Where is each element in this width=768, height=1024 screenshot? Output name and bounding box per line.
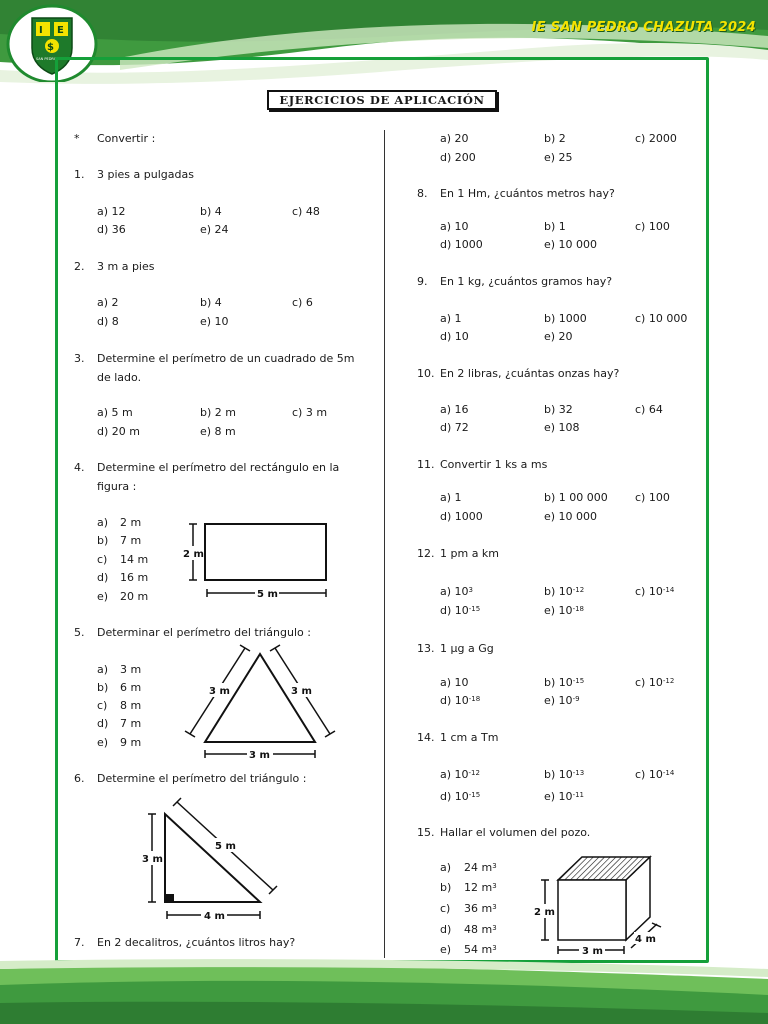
q4-letter-b: b) — [97, 534, 109, 547]
triangle-right-label: 3 m — [291, 686, 312, 697]
q14-text: 1 cm a Tm — [440, 731, 499, 744]
q14-option-b: b) $10^{-13}$ — [544, 768, 585, 781]
q2-number: 2. — [74, 260, 85, 273]
q7-option-e: e) 25 — [544, 151, 573, 164]
q1-option-b: b) 4 — [200, 205, 222, 218]
svg-text:$: $ — [47, 42, 54, 53]
q13-option-a: a) 10 — [440, 676, 469, 689]
q4-value-d: 16 m — [120, 571, 149, 584]
q7-option-c: c) 2000 — [635, 132, 677, 145]
triangle-left-label: 3 m — [209, 686, 230, 697]
q4-number: 4. — [74, 461, 85, 474]
q3-option-b: b) 2 m — [200, 406, 236, 419]
q7-option-b: b) 2 — [544, 132, 566, 145]
q12-number: 12. — [417, 547, 435, 560]
q2-option-b: b) 4 — [200, 296, 222, 309]
q2-option-a: a) 2 — [97, 296, 119, 309]
q8-option-d: d) 1000 — [440, 238, 483, 251]
q1-option-c: c) 48 — [292, 205, 320, 218]
q13-text: 1 µg a Gg — [440, 642, 494, 655]
q14-option-e: e) $10^{-11}$ — [544, 790, 584, 803]
q10-option-e: e) 108 — [544, 421, 580, 434]
q13-option-e: e) $10^{-9}$ — [544, 694, 580, 707]
q4-value-a: 2 m — [120, 516, 142, 529]
q5-text: Determinar el perímetro del triángulo : — [97, 626, 311, 639]
q5-letter-b: b) — [97, 681, 109, 694]
q1-option-d: d) 36 — [97, 223, 126, 236]
q2-option-e: e) 10 — [200, 315, 229, 328]
q5-number: 5. — [74, 626, 85, 639]
cube-height-label: 2 m — [534, 907, 555, 918]
triangle-base-label: 3 m — [249, 750, 270, 761]
q8-option-c: c) 100 — [635, 220, 670, 233]
q13-option-d: d) $10^{-18}$ — [440, 694, 481, 707]
q1-text: 3 pies a pulgadas — [97, 168, 194, 181]
q4-value-b: 7 m — [120, 534, 142, 547]
q11-option-c: c) 100 — [635, 491, 670, 504]
q2-option-c: c) 6 — [292, 296, 313, 309]
q8-option-b: b) 1 — [544, 220, 566, 233]
q7-number: 7. — [74, 936, 85, 949]
q4-value-c: 14 m — [120, 553, 149, 566]
cube-depth-label: 4 m — [635, 934, 656, 945]
q9-text: En 1 kg, ¿cuántos gramos hay? — [440, 275, 613, 288]
q5-letter-a: a) — [97, 663, 109, 676]
q5-value-e: 9 m — [120, 736, 142, 749]
page-title: EJERCICIOS DE APLICACIÓN — [267, 90, 497, 110]
q15-value-a: 24 $m^3$ — [464, 861, 497, 874]
logo-small-text: SAN PEDRO CHAZUTA — [36, 57, 75, 61]
right-triangle-height-label: 3 m — [142, 854, 163, 865]
q15-letter-b: b) — [440, 881, 452, 894]
q8-option-e: e) 10 000 — [544, 238, 598, 251]
q13-option-b: b) $10^{-15}$ — [544, 676, 585, 689]
q5-letter-e: e) — [97, 736, 109, 749]
q9-option-e: e) 20 — [544, 330, 573, 343]
q15-number: 15. — [417, 826, 435, 839]
q10-text: En 2 libras, ¿cuántas onzas hay? — [440, 367, 620, 380]
q14-option-a: a) $10^{-12}$ — [440, 768, 480, 781]
q9-option-b: b) 1000 — [544, 312, 587, 325]
q8-option-a: a) 10 — [440, 220, 469, 233]
q13-option-c: c) $10^{-12}$ — [635, 676, 675, 689]
q7-option-d: d) 200 — [440, 151, 476, 164]
q12-option-c: c) $10^{-14}$ — [635, 585, 675, 598]
q15-letter-e: e) — [440, 943, 452, 956]
logo-letter-i: I — [39, 25, 43, 36]
q11-option-d: d) 1000 — [440, 510, 483, 523]
rectangle-figure — [180, 518, 340, 608]
q10-number: 10. — [417, 367, 435, 380]
q4-value-e: 20 m — [120, 590, 149, 603]
logo-letter-e: E — [57, 25, 64, 36]
q15-letter-c: c) — [440, 902, 451, 915]
q9-option-d: d) 10 — [440, 330, 469, 343]
q5-value-c: 8 m — [120, 699, 142, 712]
q15-letter-d: d) — [440, 923, 452, 936]
q3-text-line2: de lado. — [97, 371, 142, 384]
q4-letter-d: d) — [97, 571, 109, 584]
q11-option-b: b) 1 00 000 — [544, 491, 608, 504]
intro-text: Convertir : — [97, 132, 156, 145]
q12-option-e: e) $10^{-18}$ — [544, 604, 584, 617]
q2-text: 3 m a pies — [97, 260, 155, 273]
q1-option-a: a) 12 — [97, 205, 126, 218]
q7-option-a: a) 20 — [440, 132, 469, 145]
q12-text: 1 pm a km — [440, 547, 500, 560]
intro-bullet: * — [74, 132, 80, 145]
q10-option-a: a) 16 — [440, 403, 469, 416]
q2-option-d: d) 8 — [97, 315, 119, 328]
q4-text-line2: figura : — [97, 480, 137, 493]
q9-number: 9. — [417, 275, 428, 288]
q6-text: Determine el perímetro del triángulo : — [97, 772, 307, 785]
q4-letter-a: a) — [97, 516, 109, 529]
q8-number: 8. — [417, 187, 428, 200]
q8-text: En 1 Hm, ¿cuántos metros hay? — [440, 187, 615, 200]
rect-height-label: 2 m — [183, 549, 204, 560]
q11-text: Convertir 1 ks a ms — [440, 458, 548, 471]
q7-text: En 2 decalitros, ¿cuántos litros hay? — [97, 936, 296, 949]
q10-option-c: c) 64 — [635, 403, 663, 416]
triangle-figure — [185, 642, 335, 762]
q12-option-a: a) $10^3$ — [440, 585, 473, 598]
q6-number: 6. — [74, 772, 85, 785]
q3-option-a: a) 5 m — [97, 406, 133, 419]
q15-value-e: 54 $m^3$ — [464, 943, 497, 956]
q13-number: 13. — [417, 642, 435, 655]
right-triangle-hyp-label: 5 m — [215, 841, 236, 852]
q3-option-d: d) 20 m — [97, 425, 140, 438]
q15-text: Hallar el volumen del pozo. — [440, 826, 591, 839]
q5-value-b: 6 m — [120, 681, 142, 694]
cube-width-label: 3 m — [582, 946, 603, 957]
q5-letter-c: c) — [97, 699, 108, 712]
rect-width-label: 5 m — [257, 589, 278, 600]
q9-option-c: c) 10 000 — [635, 312, 688, 325]
q15-value-b: 12 $m^3$ — [464, 881, 497, 894]
q3-number: 3. — [74, 352, 85, 365]
q3-text-line1: Determine el perímetro de un cuadrado de 5m — [97, 352, 355, 365]
q14-option-d: d) $10^{-15}$ — [440, 790, 481, 803]
q5-value-a: 3 m — [120, 663, 142, 676]
q15-letter-a: a) — [440, 861, 452, 874]
q3-option-e: e) 8 m — [200, 425, 236, 438]
q11-number: 11. — [417, 458, 435, 471]
q4-text-line1: Determine el perímetro del rectángulo en la — [97, 461, 340, 474]
right-triangle-figure — [140, 796, 280, 924]
column-divider — [384, 130, 385, 958]
q5-value-d: 7 m — [120, 717, 142, 730]
q1-option-e: e) 24 — [200, 223, 229, 236]
q12-option-b: b) $10^{-12}$ — [544, 585, 585, 598]
q9-option-a: a) 1 — [440, 312, 462, 325]
q1-number: 1. — [74, 168, 85, 181]
q14-option-c: c) $10^{-14}$ — [635, 768, 675, 781]
q11-option-e: e) 10 000 — [544, 510, 598, 523]
q15-value-d: 48 $m^3$ — [464, 923, 497, 936]
right-triangle-base-label: 4 m — [204, 911, 225, 922]
q5-letter-d: d) — [97, 717, 109, 730]
q4-letter-c: c) — [97, 553, 108, 566]
footer-banner — [0, 955, 768, 1024]
q11-option-a: a) 1 — [440, 491, 462, 504]
q3-option-c: c) 3 m — [292, 406, 328, 419]
q12-option-d: d) $10^{-15}$ — [440, 604, 481, 617]
q4-letter-e: e) — [97, 590, 109, 603]
school-name: IE SAN PEDRO CHAZUTA 2024 — [531, 20, 756, 35]
q10-option-d: d) 72 — [440, 421, 469, 434]
q10-option-b: b) 32 — [544, 403, 573, 416]
q14-number: 14. — [417, 731, 435, 744]
q15-value-c: 36 $m^3$ — [464, 902, 497, 915]
cube-figure — [530, 852, 670, 960]
